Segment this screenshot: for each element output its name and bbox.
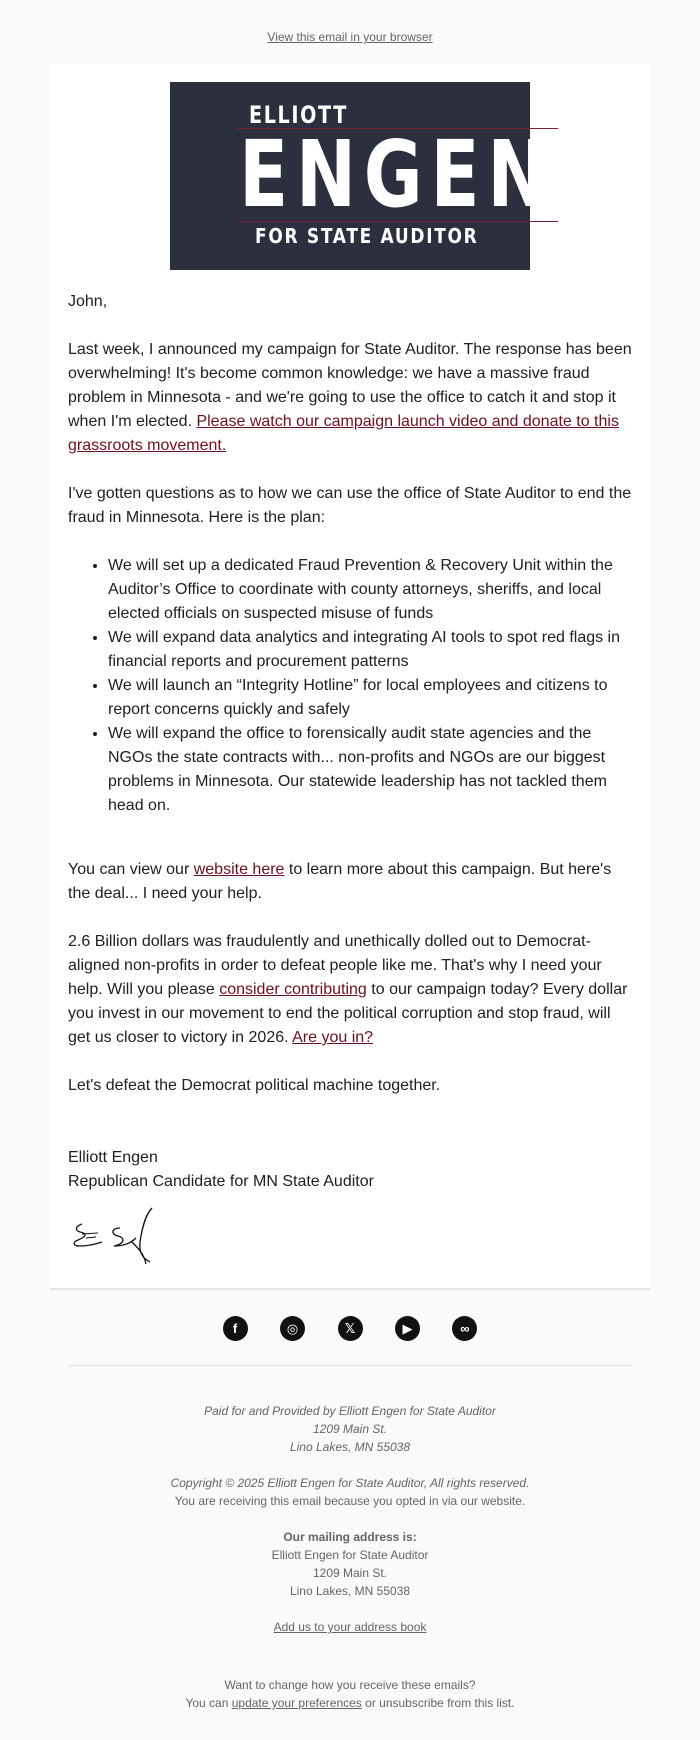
paragraph-intro bbox=[68, 338, 632, 458]
mailing-title: Our mailing address is: bbox=[283, 1530, 417, 1544]
update-preferences-link[interactable]: update your preferences bbox=[231, 1696, 362, 1710]
launch-video-donate-link[interactable]: Please watch our campaign launch video and donate to this grassroots movement. bbox=[68, 413, 619, 454]
logo-last-name: ENGEN bbox=[236, 128, 558, 222]
paragraph-website bbox=[68, 858, 632, 906]
logo-office: FOR STATE AUDITOR bbox=[255, 224, 479, 248]
website-text-b: to learn more about this campaign. But here's the deal... I need your help. bbox=[68, 861, 612, 902]
fraud-text-b: to our campaign today? Every dollar you invest in our movement to end the political corruption and stop fraud, will get us closer to victory in 2026. bbox=[68, 981, 628, 1046]
mailing-org: Elliott Engen for State Auditor bbox=[271, 1548, 429, 1562]
mailing-address-block bbox=[0, 1528, 700, 1600]
mailing-address-2: Lino Lakes, MN 55038 bbox=[289, 1584, 411, 1598]
are-you-in-link[interactable]: Are you in? bbox=[292, 1029, 374, 1046]
plan-list bbox=[68, 554, 632, 818]
signer-title: Republican Candidate for MN State Auditor bbox=[68, 1173, 374, 1190]
view-in-browser-link[interactable]: View this email in your browser bbox=[267, 30, 433, 44]
plan-item: • We will launch an “Integrity Hotline” for local employees and citizens to report concerns quickly and safely bbox=[108, 674, 632, 722]
signer-name: Elliott Engen bbox=[68, 1149, 158, 1166]
handwritten-signature bbox=[68, 1202, 632, 1272]
greeting: John, bbox=[68, 293, 108, 310]
paragraph-closing: Let's defeat the Democrat political machine together. bbox=[68, 1077, 441, 1094]
plan-item: • We will set up a dedicated Fraud Prevention & Recovery Unit within the Auditor’s Office to coordinate with county attorneys, sheriffs, and local elected officials on suspected misuse of funds bbox=[108, 554, 632, 626]
signature-graphic bbox=[68, 1202, 158, 1272]
copyright-text: Copyright © 2025 Elliott Engen for State Auditor, All rights reserved. bbox=[170, 1476, 530, 1490]
mailing-address-1: 1209 Main St. bbox=[312, 1566, 388, 1580]
email-card bbox=[50, 64, 650, 1288]
change-prefs-text: Want to change how you receive these emails? bbox=[224, 1678, 476, 1692]
x-icon[interactable]: 𝕏 bbox=[338, 1316, 363, 1341]
address-book-block bbox=[0, 1618, 700, 1636]
paid-for-text: Paid for and Provided by Elliott Engen for State Auditor bbox=[204, 1404, 496, 1418]
fraud-text-a: 2.6 Billion dollars was fraudulently and unethically dolled out to Democrat-aligned non-profits in order to defeat people like me. That's why I need your help. Will you please bbox=[68, 933, 602, 998]
you-can-text: You can bbox=[185, 1696, 232, 1710]
facebook-icon[interactable]: f bbox=[223, 1316, 248, 1341]
paragraph-fraud bbox=[68, 930, 632, 1050]
signature-block bbox=[68, 1146, 632, 1194]
website-text-a: You can view our bbox=[68, 861, 194, 878]
logo-first-name: ELLIOTT bbox=[249, 101, 348, 129]
plan-item: • We will expand data analytics and integrating AI tools to spot red flags in financial reports and procurement patterns bbox=[108, 626, 632, 674]
unsubscribe-text: or unsubscribe from this list. bbox=[361, 1696, 515, 1710]
plan-item: • We will expand the office to forensically audit state agencies and the NGOs the state contracts with... non-profits and NGOs are our biggest problems in Minnesota. Our statewide leadership has not tackled them head on. bbox=[108, 722, 632, 818]
add-to-address-book-link[interactable]: Add us to your address book bbox=[273, 1620, 427, 1634]
paid-for-address-2: Lino Lakes, MN 55038 bbox=[289, 1440, 411, 1454]
email-body bbox=[68, 290, 632, 1272]
youtube-icon[interactable]: ▶ bbox=[395, 1316, 420, 1341]
preferences-block bbox=[0, 1676, 700, 1712]
email-footer bbox=[0, 1366, 700, 1712]
social-links bbox=[50, 1288, 650, 1365]
campaign-logo bbox=[170, 82, 556, 270]
consider-contributing-link[interactable]: consider contributing bbox=[219, 981, 367, 998]
opted-in-text: You are receiving this email because you opted in via our website. bbox=[174, 1494, 526, 1508]
header-bar bbox=[0, 0, 700, 64]
instagram-icon[interactable]: ◎ bbox=[280, 1316, 305, 1341]
website-link[interactable]: website here bbox=[193, 861, 285, 878]
paragraph-plan-intro: I've gotten questions as to how we can use the office of State Auditor to end the fraud in Minnesota. Here is the plan: bbox=[68, 485, 632, 526]
copyright-block bbox=[0, 1474, 700, 1510]
paid-for-address-1: 1209 Main St. bbox=[312, 1422, 388, 1436]
link-icon[interactable]: ∞ bbox=[452, 1316, 477, 1341]
intro-text: Last week, I announced my campaign for State Auditor. The response has been overwhelming! It's become common knowledge: we have a massive fraud problem in Minnesota - and we're going to use the office to catch it and stop it when I'm elected. bbox=[68, 341, 632, 430]
paid-for-block bbox=[0, 1402, 700, 1456]
